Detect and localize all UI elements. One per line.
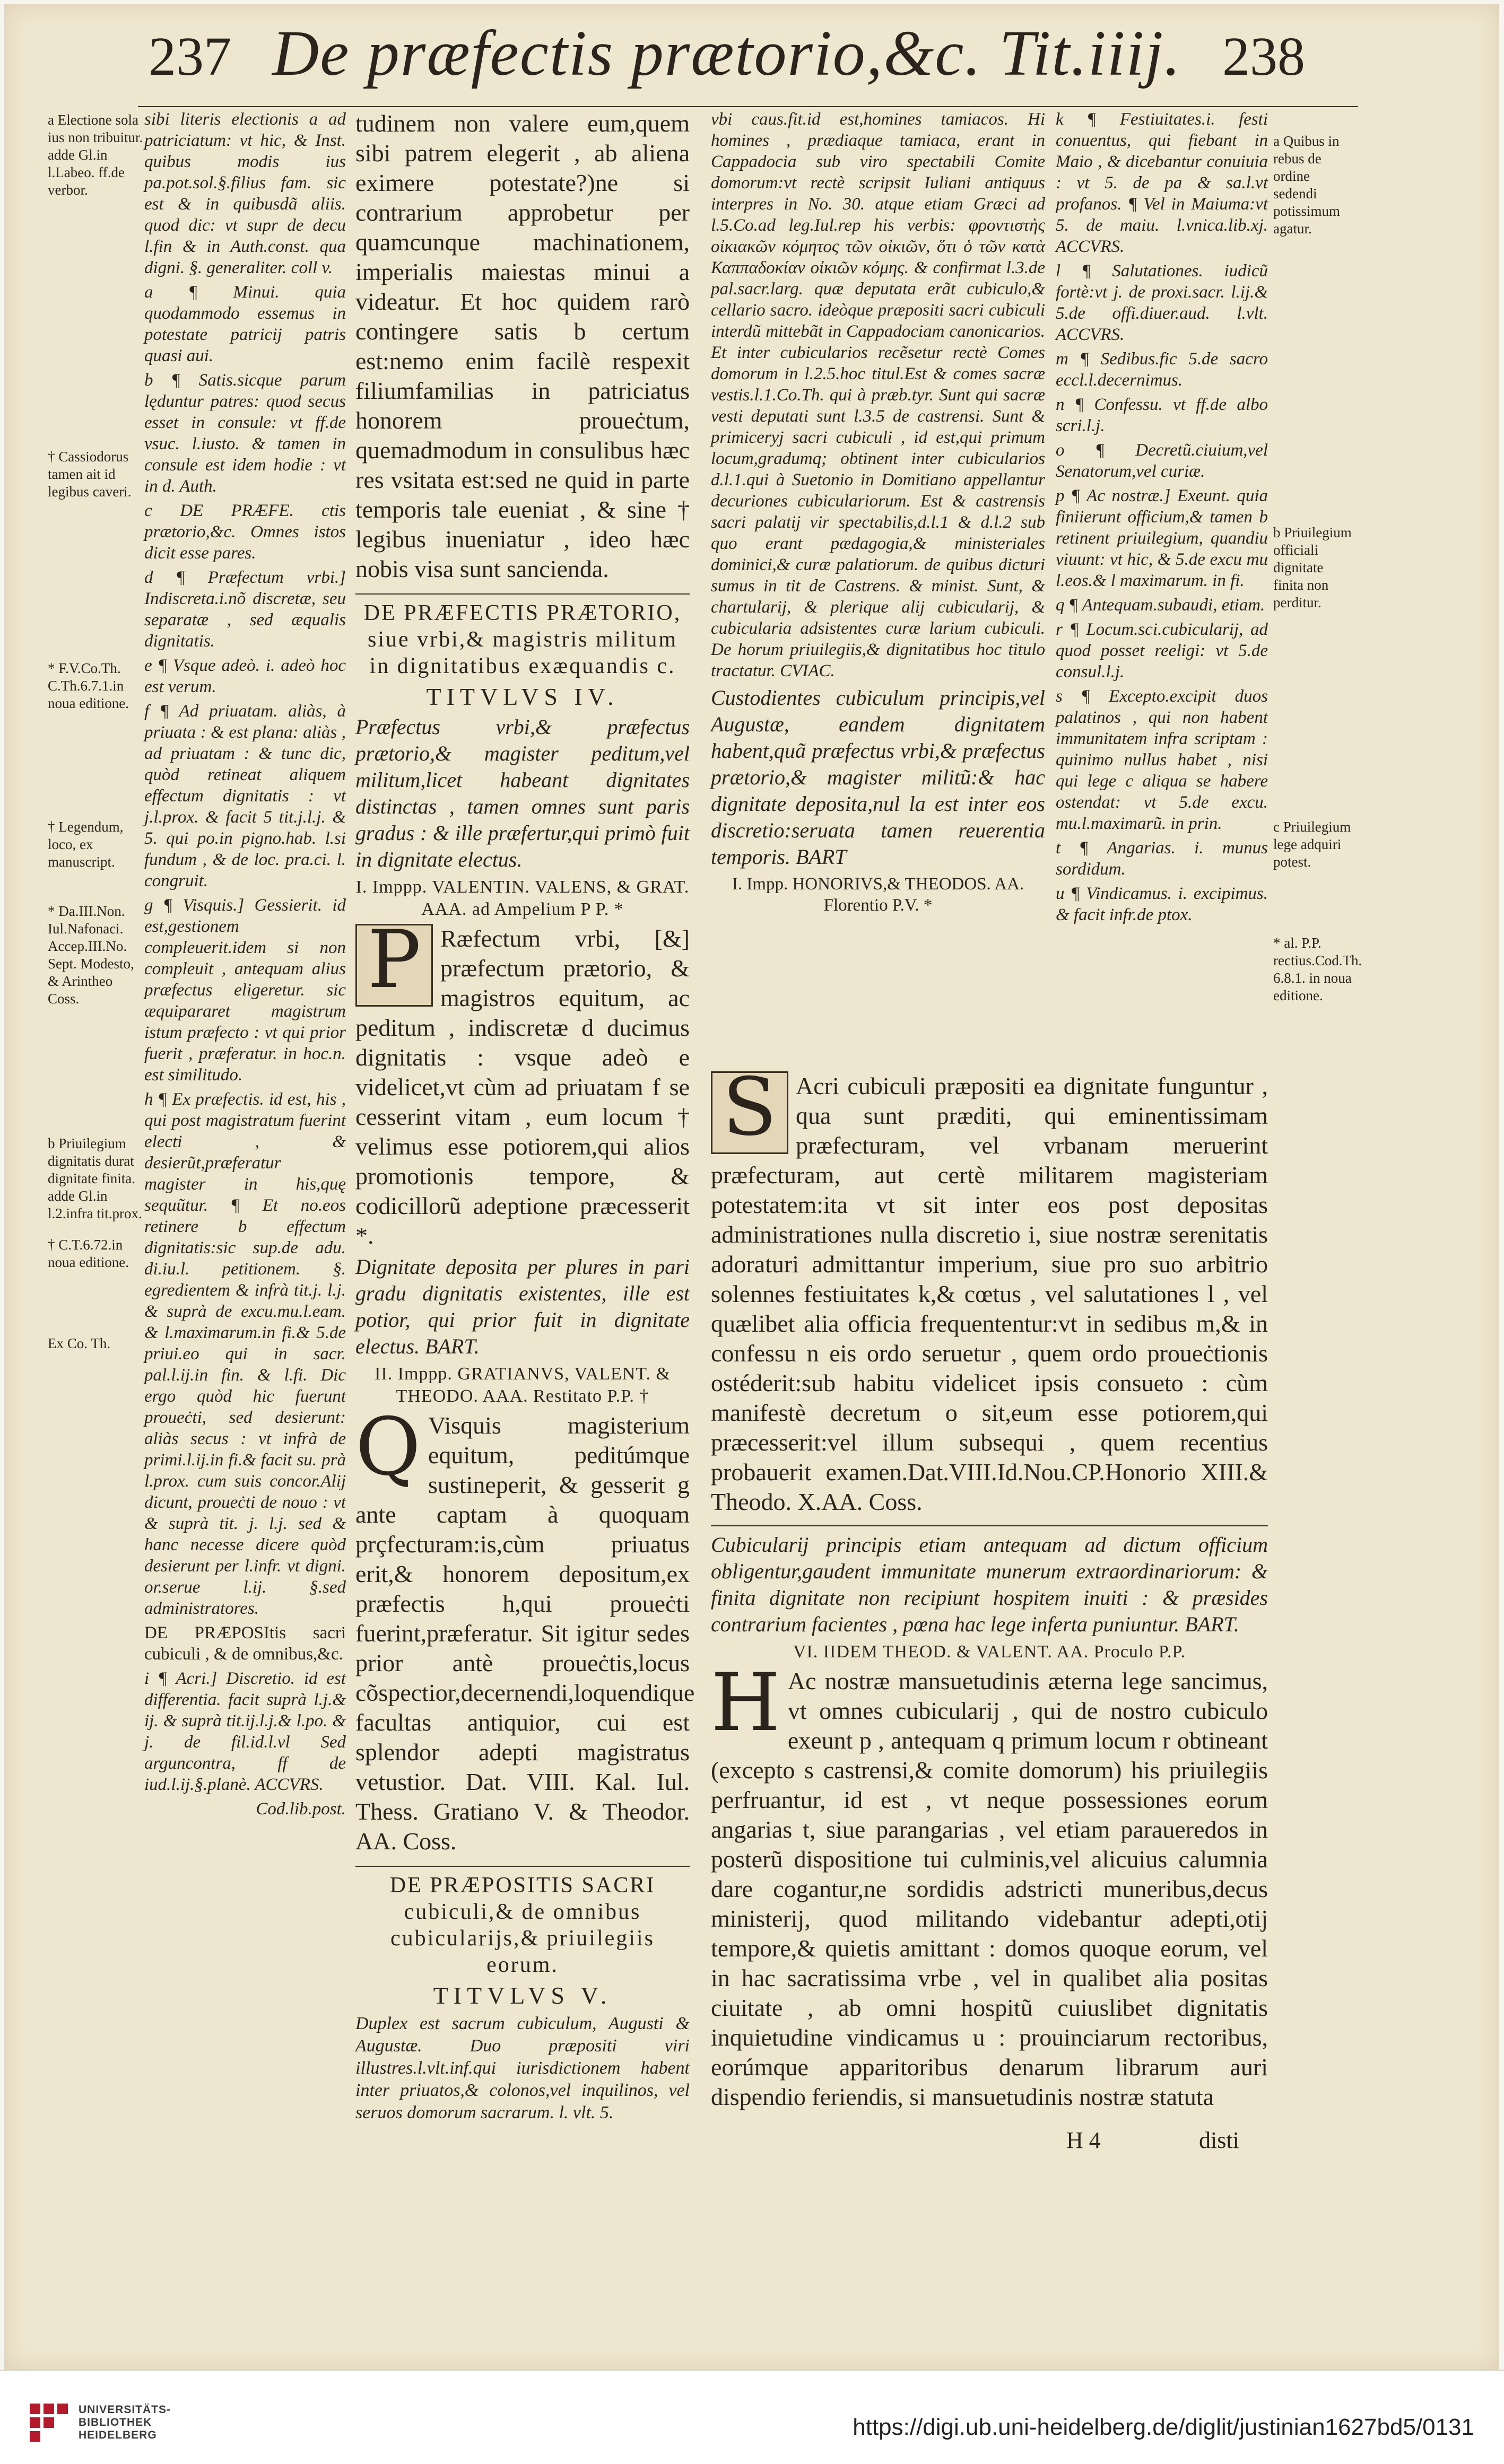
margin-note: b Priuilegium dignitatis durat dignitate finita. adde Gl.in l.2.infra tit.prox. bbox=[48, 1135, 142, 1221]
title-iv-number: TITVLVS IV. bbox=[426, 683, 619, 710]
gloss-paragraph: sibi literis electionis a ad patriciatum: vt hic, & Inst. quibus modis ius pa.pot.sol.§.filius fam. sic est & in quibusdã aliis. quod dic: vt supr de decu l.fin & in Auth.const. qua digni. §. generaliter. coll v. bbox=[144, 110, 346, 277]
law-heading: VI. IIDEM THEOD. & VALENT. AA. Proculo P.P. bbox=[793, 1642, 1186, 1662]
gloss-paragraph: a ¶ Minui. quia quodammodo essemus in potestate patricij patris quasi aui. bbox=[144, 283, 346, 365]
signature-mark: H 4 bbox=[1066, 2127, 1101, 2153]
gloss-paragraph: u ¶ Vindicamus. i. excipimus. & facit infr.de ptox. bbox=[1056, 884, 1268, 924]
margin-note: † Cassiodorus tamen ait id legibus caveri. bbox=[48, 449, 132, 500]
running-title: De præfectis prætorio,&c. Tit.iiij. bbox=[272, 18, 1181, 89]
law-heading: II. Imppp. GRATIANVS, VALENT. & THEODO. AAA. Restitato P.P. † bbox=[375, 1364, 671, 1406]
right-margin-notes bbox=[1273, 133, 1362, 1018]
drop-cap: P bbox=[355, 924, 433, 1007]
gloss-paragraph: m ¶ Sedibus.fic 5.de sacro eccl.l.decernimus. bbox=[1056, 349, 1268, 390]
catchword: disti bbox=[1199, 2127, 1239, 2153]
commentary-column-right bbox=[1056, 109, 1268, 929]
gloss-paragraph: n ¶ Confessu. vt ff.de albo scri.l.j. bbox=[1056, 395, 1268, 435]
margin-note: † Legendum, loco, ex manuscript. bbox=[48, 819, 124, 870]
law-text: P Ræfectum vrbi, [&] præfectum prætorio, & magistros equitum, ac peditum , indiscretæ d ducimus dignitatis : vsque adeò e videlicet,vt cùm ad priuatam f se cesserint vitam , eum locum † velimus esse potiorem,qui alios promotionis tempore, & codicillorũ adeptione præcesserit *. bbox=[355, 914, 690, 1249]
section-rule bbox=[355, 593, 690, 595]
margin-note: b Priuilegium officiali dignitate finita non perditur. bbox=[1273, 525, 1352, 610]
gloss-paragraph: d ¶ Præfectum vrbi.] Indiscreta.i.nõ discretæ, seu separatæ , sed æqualis dignitatis. bbox=[144, 568, 346, 651]
gloss-paragraph: q ¶ Antequam.subaudi, etiam. bbox=[1056, 596, 1265, 615]
main-text-column-left bbox=[355, 109, 695, 2127]
title-iv-summary: Præfectus vrbi,& præfectus prætorio,& magister peditum,vel militum,licet habeant dignitates distinctas , tamen omnes sunt paris gradus : & ille præfertur,qui primò fuit in dignitate electus. bbox=[355, 715, 690, 871]
law-text-continuation: tudinem non valere eum,quem sibi patrem elegerit , ab aliena eximere potestate?)ne si contrarium approbetur per quamcunque machinationem, imperialis maiestas minui a videatur. Et hoc quidem rarò contingere satis b certum est:nemo enim facilè respexit filiumfamilias in patriciatus honorem proueċtum, quemadmodum in consulibus hæc res vsitata est:sed ne quid in parte temporis tale eueniat , & sine † legibus inueniatur , ideo hæc nobis visa sunt sancienda. bbox=[355, 110, 690, 582]
gloss-paragraph: b ¶ Satis.sicque parum lęduntur patres: quod secus esset in consule: vt ff.de vsuc. l.iusto. & tamen in consule est idem hodie : vt in d. Auth. bbox=[144, 371, 346, 496]
title-v-heading: DE PRÆPOSITIS SACRI cubiculi,& de omnibus cubicularijs,& priuilegiis eorum. bbox=[389, 1873, 656, 1977]
margin-note: * al. P.P. rectius.Cod.Th. 6.8.1. in noua editione. bbox=[1273, 935, 1362, 1003]
commentary-column-left bbox=[144, 109, 346, 1823]
drop-cap: H bbox=[711, 1657, 780, 1749]
law-heading: I. Imppp. VALENTIN. VALENS, & GRAT. AAA. ad Ampelium P P. * bbox=[355, 877, 690, 919]
gloss-paragraph: vbi caus.fit.id est,homines tamiacos. Hi homines , prædiaque tamiaca, erant in Cappadocia sub viro spectabili Comite domorum:vt rectè scripsit Iuliani antiquus interpres in No. 30. atque etiam Græci ad l.5.Co.ad leg.Iul.rep his verbis: φροντιστὴς οἰκιακῶν κόμητος τῶν οἰκιῶν, ὅτι ὁ τῶν κατὰ Καππαδοκίαν οἰκιῶν κόμης. & confirmat l.3.de pal.sacr.larg. quæ deputata erãt cubiculo,& cellario sacro. ideòque præpositi sacri cubiculi interdũ mittebãt in Cappadociam canonicarios. Et inter cubicularios recẽsetur rectè Comes domorum in l.2.5.hoc titul.Est & comes sacræ vestis.l.1.Co.Th. qui à præb.tyr. Sunt qui sacræ vesti deputati sunt l.3.5 de castrensi. Sunt & primiceryj sacri cubiculi , id est,qui primum locum,gradumq; obtinent inter cubicularios d.l.1.qui à Suetonio in Domitiano appellantur decuriones cubiculariorum. Est & castrensis sacri palatij vir spectabilis,d.l.1 & d.l.2 sub quo erant pædagogia,& ministeriales dominici,& curæ palatiorum. de quibus dicturi sumus in tit de Castrens. & minist. Sunt, & chartularij, & plerique alij cubicularij, & cubicularia adsistentes curæ larium cubiculi. De horum priuilegiis,& dignitatibus hoc titulo tractatur. CVIAC. bbox=[711, 110, 1045, 680]
library-logo-text: UNIVERSITÄTS- BIBLIOTHEK HEIDELBERG bbox=[79, 2404, 171, 2441]
law-summary: Dignitate deposita per plures in pari gradu dignitatis existentes, ille est potior, qui prior fuit in dignitate electus. BART. bbox=[355, 1255, 690, 1358]
drop-cap: Q bbox=[355, 1401, 421, 1493]
law-text: Q Visquis magisterium equitum, peditúmque sustineperit, & gesserit g ante captam à quoquam prçfecturam:is,cùm priuatus erit,& honorem depositum,ex præfectis h,qui proueċti fuerint,præferatur. Sit igitur sedes prior antè proueċtis,locus cõspectior,decernendi,loquendique facultas antiquior, cui est splendor adepti magistratus vetustior. Dat. VIII. Kal. Iul. Thess. Gratiano V. & Theodor. AA. Coss. bbox=[355, 1401, 695, 1855]
gloss-paragraph: h ¶ Ex præfectis. id est, his , qui post magistratum fuerint electi , & desierũt,præferatur magister in his,quę sequũtur. ¶ Et no.eos retinere b effectum dignitatis:sic sup.de adu. di.iu.l. petitionem. §. egredientem & infrà tit.j. l.j. & suprà de excu.mu.l.eam. & l.maximarum.in fi.& 5.de priui.eo qui in sacr. pal.l.ij.in fin. & l.fi. Dic ergo quòd hic fuerunt proueċti, sed desierunt: aliàs secus : vt infrà de primi.l.ij.in fi.& facit su. prà l.prox. cum suis concor.Alij dicunt, proueċti de nouo : vt & suprà tit. j. l.j. sed & hanc necesse dicere quòd desierunt per l.infr. vt digni. or.serue l.ij. §.sed administratores. bbox=[144, 1090, 346, 1618]
viewer-footer bbox=[0, 2370, 1504, 2464]
margin-note: * F.V.Co.Th. C.Th.6.7.1.in noua editione. bbox=[48, 660, 129, 711]
gloss-paragraph: e ¶ Vsque adeò. i. adeò hoc est verum. bbox=[144, 656, 346, 696]
margin-note: a Quibus in rebus de ordine sedendi potissimum agatur. bbox=[1273, 133, 1341, 237]
permalink-url[interactable]: https://digi.ub.uni-heidelberg.de/diglit/justinian1627bd5/0131 bbox=[853, 2414, 1474, 2440]
left-margin-notes bbox=[48, 111, 143, 1366]
law-heading: I. Impp. HONORIVS,& THEODOS. AA. Florentio P.V. * bbox=[732, 875, 1024, 915]
law-summary: Cubicularij principis etiam antequam ad dictum officium obligentur,gaudent immunitate munerum extraordinariorum: & finita dignitate non recipiunt hospitem inuiti : & præsides contrarium facientes , pœna hac lege inferta puniuntur. BART. bbox=[711, 1533, 1268, 1636]
gloss-paragraph: c DE PRÆFE. ctis prætorio,&c. Omnes istos dicit esse pares. bbox=[144, 501, 346, 563]
margin-note: * Da.III.Non. Iul.Nafonaci. Accep.III.No. Sept. Modesto, & Arintheo Coss. bbox=[48, 903, 134, 1007]
section-rule bbox=[355, 1866, 690, 1867]
header-rule bbox=[138, 106, 1358, 107]
gloss-paragraph: k ¶ Festiuitates.i. festi conuentus, qui fiebant in Maio , & dicebantur conuiuia : vt 5. de pa & sa.l.vt profanos. ¶ Vel in Maiuma:vt 5. de maiu. l.vnica.lib.xj. ACCVRS. bbox=[1056, 110, 1268, 256]
gloss-paragraph: o ¶ Decretũ.ciuium,vel Senatorum,vel curiæ. bbox=[1056, 441, 1268, 481]
gloss-paragraph: r ¶ Locum.sci.cubicularij, ad quod posset reeligi: vt 5.de consul.l.j. bbox=[1056, 620, 1268, 681]
margin-note: Ex Co. Th. bbox=[48, 1335, 111, 1351]
running-header bbox=[149, 18, 1305, 111]
main-text-column-right bbox=[711, 1061, 1268, 2115]
gloss-paragraph: t ¶ Angarias. i. munus sordidum. bbox=[1056, 838, 1268, 879]
title-v-number: TITVLVS V. bbox=[433, 1982, 612, 2009]
gloss-section-heading: DE PRÆPOSItis sacri cubiculi , & de omnibus,&c. bbox=[144, 1623, 346, 1664]
title-v-law-summary: Custodientes cubiculum principis,vel Augustæ, eandem dignitatem habent,quã præfectus vrbi,& præfectus prætorio,& magister militũ:& hac dignitate deposita,nul la est inter eos discretio:seruata tamen reuerentia temporis. BART bbox=[711, 686, 1045, 869]
left-folio-number: 237 bbox=[149, 26, 231, 87]
title-iv-heading: DE PRÆFECTIS PRÆTORIO, siue vrbi,& magistris militum in dignitatibus exæquandis c. bbox=[363, 601, 682, 678]
right-folio-number: 238 bbox=[1222, 26, 1305, 87]
margin-note: c Priuilegium lege adquiri potest. bbox=[1273, 819, 1351, 870]
law-text: S Acri cubiculi præpositi ea dignitate funguntur , qua sunt præditi, qui eminentissimam præfecturam, vel vrbanam meruerint præfecturam, aut certè militarem magisteriam potestatem:ita vt sit inter eos post depositas administrationes nulla discretio i, siue nostræ serenitatis adoraturi admittantur imperium, siue pro suo arbitrio solennes festiuitates k,& cœtus , vel salutationes l , vel quælibet alia officia frequententur:vt in sedibus m,& in confessu n eis ordo seruetur , quem ordo proueċtionis ostéderit:sub habitu videlicet ipsis consueto : cùm manifestè decretum o sit,eum esse potiorem,qui præcesserit:vel illum subsequi , quem recentius probauerit examen.Dat.VIII.Id.Nou.CP.Honorio XIII.& Theodo. X.AA. Coss. bbox=[711, 1061, 1268, 1515]
drop-cap: S bbox=[711, 1071, 788, 1154]
law-text: H Ac nostræ mansuetudinis æterna lege sancimus, vt omnes cubicularij , qui de nostro cubiculo exeunt p , antequam q primum locum r obtineant (excepto s castrensi,& comite domorum) his priuilegiis perfruantur, id est , vt neque possessiones eorum angarias t, siue parangarias , vel etiam paraueredos in posterũ dispositione tui culminis,vel alicuius calumnia dare cogantur,ne sordidis adstricti muneribus,decus ministerij, quod militando videbantur adepti,otij tempore,& quietis amittant : domos quoque eorum, vel in hac sacratissima vrbe , vel in qualibet alia positas ciuitate , ab omni hospitũ cuiuslibet dignitatis inquietudine vindicamus u : prouinciarum rectoribus, eorúmque apparitoribus denarum librarum auri dispendio feriendis, si mansuetudinis nostræ statuta bbox=[711, 1657, 1268, 2110]
gloss-paragraph: Cod.lib.post. bbox=[256, 1799, 346, 1819]
commentary-column-center bbox=[711, 109, 1045, 919]
margin-note: † C.T.6.72.in noua editione. bbox=[48, 1237, 129, 1270]
gloss-paragraph: i ¶ Acri.] Discretio. id est differentia. facit suprà l.j.& ij. & suprà tit.ij.l.j.& l.po. & j. de fil.id.l.vl Sed arguncontra, ff de iud.l.ij.§.planè. ACCVRS. bbox=[144, 1669, 346, 1794]
gloss-paragraph: f ¶ Ad priuatam. aliàs, à priuata : & est plana: aliàs , ad priuatam : & tunc dic, quòd retineat aliquem effectum dignitatis : vt j.l.prox. & facit 5 tit.j.l.j. & 5. qui po.in pigno.hab. l.si fundum , & de loc. pra.ci. l. congruit. bbox=[144, 702, 346, 890]
library-logo[interactable] bbox=[30, 2402, 189, 2445]
section-rule bbox=[711, 1525, 1268, 1526]
margin-note: a Electione sola ius non tribuitur. adde Gl.in l.Labeo. ff.de verbor. bbox=[48, 112, 143, 198]
gloss-paragraph: p ¶ Ac nostræ.] Exeunt. quia finiierunt officium,& tamen b retinent priuilegium, quandiu viuunt: vt hic, & 5.de excu mu l.eos.& l maximarum. in fi. bbox=[1056, 486, 1268, 590]
title-v-summary: Duplex est sacrum cubiculum, Augusti & Augustæ. Duo præpositi viri illustres.l.vlt.inf.qui iurisdictionem habent inter priuatos,& colonos,vel inquilinos, vel seruos domorum sacrarum. l. vlt. 5. bbox=[355, 2014, 690, 2122]
gloss-paragraph: s ¶ Excepto.excipit duos palatinos , qui non habent immunitatem infra scriptam : quinimo nullus habet , nisi qui lege c aliqua se habere ostendat: vt 5.de excu. mu.l.maximarũ. in prin. bbox=[1056, 687, 1268, 833]
gloss-paragraph: g ¶ Visquis.] Gessierit. id est,gestionem compleuerit.idem si non compleuit , antequam alius præfectus eligeretur. sic æquipararet magistrum istum præfecto : vt qui prior fuerit , præferatur. in hoc.n. est similitudo. bbox=[144, 896, 346, 1085]
library-logo-icon bbox=[30, 2404, 68, 2442]
gloss-paragraph: l ¶ Salutationes. iudicũ fortè:vt j. de proxi.sacr. l.ij.& 5.de offi.diuer.aud. l.vlt. ACCVRS. bbox=[1056, 261, 1268, 344]
